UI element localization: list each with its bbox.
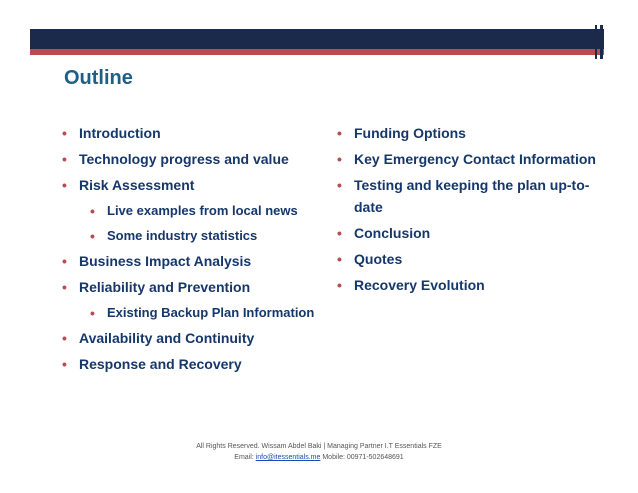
bullet-icon: •: [62, 356, 67, 372]
header-bar: [30, 29, 604, 49]
slide-footer: [0, 441, 638, 463]
header-mark: [595, 25, 597, 59]
outline-item: [62, 148, 332, 170]
outline-item: [62, 250, 332, 272]
outline-subitem: [62, 200, 332, 222]
outline-item-text: Business Impact Analysis: [79, 253, 252, 269]
outline-item: [62, 276, 332, 298]
bullet-icon: •: [90, 305, 95, 321]
footer-email-label: Email:: [234, 454, 256, 461]
outline-item-text: Existing Backup Plan Information: [107, 305, 315, 320]
outline-item-text: Technology progress and value: [79, 151, 289, 167]
outline-subitem: [62, 302, 332, 324]
outline-left-column: [62, 122, 332, 379]
footer-contact: [0, 452, 638, 463]
bullet-icon: •: [337, 177, 342, 193]
outline-item: [337, 122, 597, 144]
bullet-icon: •: [90, 203, 95, 219]
bullet-icon: •: [62, 279, 67, 295]
outline-item-text: Testing and keeping the plan up-to-date: [354, 177, 590, 215]
header-mark: [600, 25, 603, 59]
outline-item-text: Availability and Continuity: [79, 330, 255, 346]
outline-item: [62, 122, 332, 144]
outline-item-text: Quotes: [354, 251, 403, 267]
bullet-icon: •: [62, 330, 67, 346]
outline-item-text: Funding Options: [354, 125, 466, 141]
outline-item: [337, 174, 597, 218]
header-accent-stripe: [30, 49, 604, 55]
outline-item: [62, 353, 332, 375]
bullet-icon: •: [337, 225, 342, 241]
outline-item-text: Risk Assessment: [79, 177, 195, 193]
outline-item-text: Reliability and Prevention: [79, 279, 251, 295]
outline-item: [337, 148, 597, 170]
outline-item-text: Live examples from local news: [107, 203, 298, 218]
bullet-icon: •: [337, 277, 342, 293]
outline-item: [337, 248, 597, 270]
bullet-icon: •: [62, 177, 67, 193]
outline-item-text: Response and Recovery: [79, 356, 242, 372]
outline-right-column: [337, 122, 597, 300]
bullet-icon: •: [337, 251, 342, 267]
footer-email-link[interactable]: info@itessentials.me: [255, 454, 321, 461]
footer-mobile: Mobile: 00971-502648691: [320, 454, 404, 461]
outline-item: [337, 274, 597, 296]
bullet-icon: •: [62, 125, 67, 141]
outline-item-text: Key Emergency Contact Information: [354, 151, 596, 167]
outline-item: [62, 174, 332, 196]
outline-subitem: [62, 225, 332, 247]
bullet-icon: •: [90, 228, 95, 244]
slide-title: Outline: [64, 67, 133, 89]
footer-copyright: All Rights Reserved. Wissam Abdel Baki | Managing Partner I.T Essentials FZE: [196, 443, 442, 450]
bullet-icon: •: [62, 151, 67, 167]
outline-item: [337, 222, 597, 244]
outline-item-text: Some industry statistics: [107, 228, 258, 243]
bullet-icon: •: [337, 125, 342, 141]
bullet-icon: •: [62, 253, 67, 269]
outline-item-text: Recovery Evolution: [354, 277, 485, 293]
outline-item: [62, 327, 332, 349]
outline-item-text: Introduction: [79, 125, 161, 141]
outline-item-text: Conclusion: [354, 225, 431, 241]
bullet-icon: •: [337, 151, 342, 167]
